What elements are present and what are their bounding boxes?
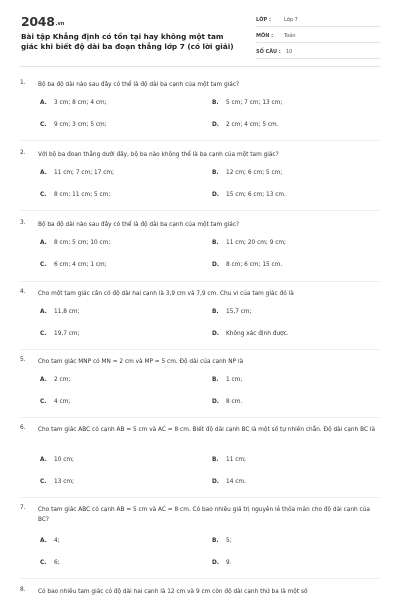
option-c[interactable]: C. 6; xyxy=(40,560,60,566)
option-b[interactable]: B. 1 cm; xyxy=(212,377,243,383)
worksheet-title: Bài tập Khẳng định có tồn tại hay không một tam giác khi biết độ dài ba đoạn thẳng lớp 7 (có lời giải) xyxy=(21,32,234,51)
option-d[interactable]: D. 8 cm. xyxy=(212,399,243,405)
option-a[interactable]: A. 11,8 cm; xyxy=(40,309,80,315)
option-c[interactable]: C. 9 cm; 3 cm; 5 cm; xyxy=(40,122,107,128)
question-separator xyxy=(20,210,380,211)
option-b[interactable]: B. 12 cm; 6 cm; 5 cm; xyxy=(212,170,283,176)
option-d[interactable]: D. Không xác định được. xyxy=(212,331,289,337)
question-separator xyxy=(20,349,380,350)
option-b[interactable]: B. 11 cm; xyxy=(212,457,247,463)
option-a[interactable]: A. 8 cm; 5 cm; 10 cm; xyxy=(40,240,111,246)
site-logo[interactable]: $2048_{.vn}$ xyxy=(21,14,65,29)
option-b[interactable]: B. 5; xyxy=(212,538,232,544)
meta-class: LỚP : Lớp 7 xyxy=(256,14,380,27)
question-separator xyxy=(20,281,380,282)
option-d[interactable]: D. 8 cm; 6 cm; 15 cm. xyxy=(212,262,283,268)
option-c[interactable]: C. 8 cm; 11 cm; 5 cm; xyxy=(40,192,111,198)
option-a[interactable]: A. 4; xyxy=(40,538,60,544)
option-b[interactable]: B. 5 cm; 7 cm; 13 cm; xyxy=(212,100,283,106)
option-c[interactable]: C. 4 cm; xyxy=(40,399,71,405)
question-separator xyxy=(20,497,380,498)
option-b[interactable]: B. 15,7 cm; xyxy=(212,309,252,315)
meta-question-count: SỐ CÂU : 10 xyxy=(256,46,380,59)
meta-subject: MÔN : Toán xyxy=(256,30,380,43)
option-d[interactable]: D. 14 cm. xyxy=(212,479,246,485)
option-d[interactable]: D. 15 cm; 6 cm; 13 cm. xyxy=(212,192,286,198)
option-a[interactable]: A. 11 cm; 7 cm; 17 cm; xyxy=(40,170,115,176)
option-c[interactable]: C. 19,7 cm; xyxy=(40,331,80,337)
worksheet-header xyxy=(0,0,400,70)
option-a[interactable]: A. 2 cm; xyxy=(40,377,71,383)
option-d[interactable]: D. 9. xyxy=(212,560,232,566)
option-b[interactable]: B. 11 cm; 20 cm; 9 cm; xyxy=(212,240,287,246)
option-a[interactable]: A. 10 cm; xyxy=(40,457,75,463)
option-a[interactable]: A. 3 cm; 8 cm; 4 cm; xyxy=(40,100,107,106)
option-d[interactable]: D. 2 cm; 4 cm; 5 cm. xyxy=(212,122,279,128)
option-c[interactable]: C. 13 cm; xyxy=(40,479,75,485)
header-divider xyxy=(20,66,380,67)
question-separator xyxy=(20,578,380,579)
question-separator xyxy=(20,140,380,141)
option-c[interactable]: C. 6 cm; 4 cm; 1 cm; xyxy=(40,262,107,268)
question-separator xyxy=(20,417,380,418)
